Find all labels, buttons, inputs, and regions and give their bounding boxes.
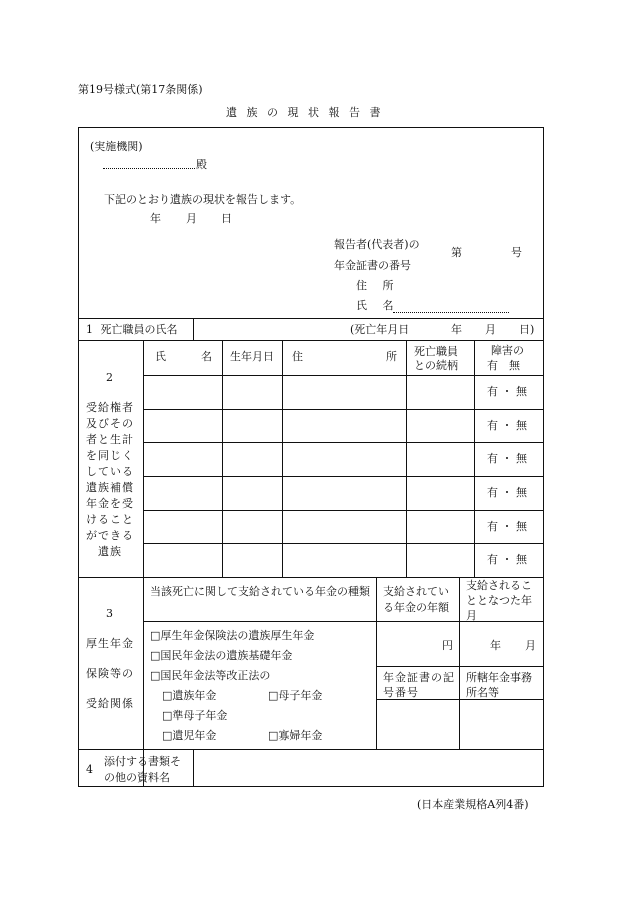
cert-number-suffix: 号 (511, 246, 522, 259)
report-year: 年 (150, 212, 161, 225)
form-title: 遺 族 の 現 状 報 告 書 (226, 106, 384, 119)
section3-side-2: 保険等の (86, 667, 134, 680)
row-6-disability[interactable]: 有 ・ 無 (487, 553, 527, 566)
payment-start-year: 年 (490, 639, 501, 652)
agency-label: (実施機関) (90, 140, 143, 153)
reporter-label-1: 報告者(代表者)の (334, 238, 420, 251)
col-address-2: 所 (386, 350, 397, 363)
row-2-disability[interactable]: 有 ・ 無 (487, 419, 527, 432)
death-year: 年 (451, 323, 462, 336)
col-address-1: 住 (292, 350, 303, 363)
row-4-disability[interactable]: 有 ・ 無 (487, 486, 527, 499)
option-boshi-checkbox[interactable]: □母子年金 (268, 689, 323, 702)
col-relation: 死亡職員との続柄 (414, 345, 458, 372)
option-kaisei-checkbox[interactable]: □国民年金法等改正法の (150, 669, 271, 682)
col-disability-1: 障害の (491, 344, 524, 357)
section1-label: 1 死亡職員の氏名 (86, 323, 178, 336)
row-1-disability[interactable]: 有 ・ 無 (487, 385, 527, 398)
col-birthdate: 生年月日 (230, 350, 274, 363)
reporter-label-2: 年金証書の番号 (334, 259, 411, 272)
row-5-disability[interactable]: 有 ・ 無 (487, 520, 527, 533)
report-day: 日 (221, 212, 232, 225)
pension-amount-yen: 円 (442, 639, 453, 652)
option-kosei-checkbox[interactable]: □厚生年金保険法の遺族厚生年金 (150, 629, 315, 642)
section3-number: 3 (106, 607, 113, 620)
pension-amount-header: 支給されている年金の年額 (383, 585, 449, 614)
col-name-1: 氏 (155, 350, 166, 363)
agency-name-line (103, 168, 195, 169)
paper-standard-note: (日本産業規格A列4番) (417, 798, 529, 811)
option-iji-checkbox[interactable]: □遺児年金 (162, 729, 217, 742)
option-kokumin-checkbox[interactable]: □国民年金法の遺族基礎年金 (150, 649, 293, 662)
section2-number: 2 (106, 371, 113, 384)
pension-office-header: 所轄年金事務所名等 (466, 671, 532, 699)
section4-label: 添付する書類その他の資料名 (104, 755, 181, 784)
cert-number-prefix: 第 (451, 246, 462, 259)
payment-start-header: 支給されることとなつた年月 (466, 579, 532, 622)
col-name-2: 名 (201, 350, 212, 363)
form-number: 第19号様式(第17条関係) (78, 83, 203, 96)
section3-side-1: 厚生年金 (86, 637, 134, 650)
option-jun-boshi-checkbox[interactable]: □準母子年金 (162, 709, 228, 722)
option-kafu-checkbox[interactable]: □寡婦年金 (268, 729, 323, 742)
col-disability-2: 有 無 (487, 359, 520, 372)
payment-start-month: 月 (525, 639, 536, 652)
death-date-label: (死亡年月日 (350, 323, 410, 336)
pension-type-header: 当該死亡に関して支給されている年金の種類 (150, 585, 370, 598)
death-month: 月 (485, 323, 496, 336)
section4-number: 4 (86, 763, 93, 776)
honorific: 殿 (196, 158, 207, 171)
report-month: 月 (186, 212, 197, 225)
reporter-name-line (393, 312, 509, 313)
address-label: 住 所 (356, 279, 400, 292)
section2-side-label: 受給権者及びその者と生計を同じくしている遺族補償年金を受けることができる遺族 (86, 401, 134, 558)
report-statement: 下記のとおり遺族の現状を報告します。 (104, 193, 302, 206)
cert-number-header: 年金証書の記号番号 (383, 671, 455, 699)
section3-side-3: 受給関係 (86, 697, 134, 710)
row-3-disability[interactable]: 有 ・ 無 (487, 452, 527, 465)
option-izoku-checkbox[interactable]: □遺族年金 (162, 689, 217, 702)
death-day: 日) (519, 323, 535, 336)
name-label: 氏 名 (356, 299, 400, 312)
